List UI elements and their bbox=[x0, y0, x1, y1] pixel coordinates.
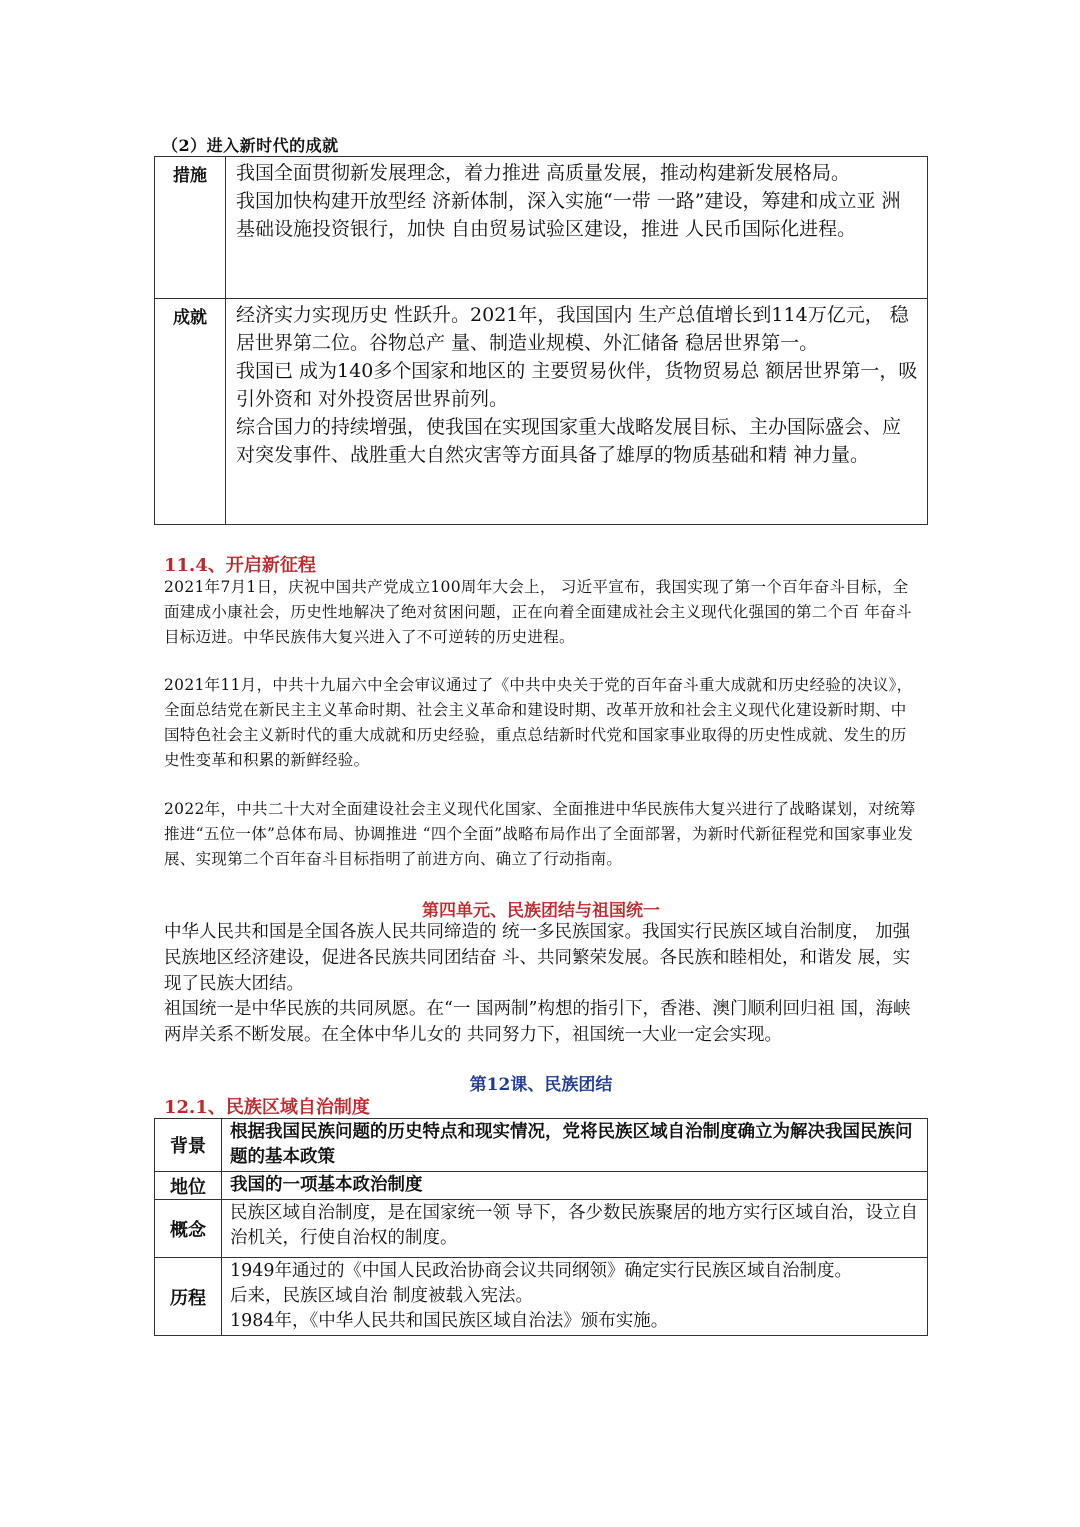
lesson-heading: 第12课、民族团结 bbox=[469, 1075, 613, 1095]
content-line: 我国加快构建开放型经 济新体制，深入实施“一带 一路”建设，筹建和成立亚 洲基础设施投资银行，加快 自由贸易试验区建设，推进 人民币国际化进程。 bbox=[236, 190, 901, 240]
row-label: 成就 bbox=[155, 299, 226, 525]
table-row bbox=[155, 1258, 928, 1336]
row-label: 背景 bbox=[155, 1119, 222, 1172]
table-row bbox=[155, 1172, 928, 1200]
section-heading: 12.1、民族区域自治制度 bbox=[164, 1097, 370, 1118]
paragraph: 2021年11月，中共十九届六中全会审议通过了《中共中央关于党的百年奋斗重大成就和历史经验的决议》，全面总结党在新民主主义革命时期、社会主义革命和建设时期、改革开放和社会主义现代化建设新时期、中国特色社会主义新时代的重大成就和历史经验，重点总结新时代党和国家事业取得的历史性成就、发生的历史性变革和积累的新鲜经验。 bbox=[164, 676, 913, 769]
row-label: 历程 bbox=[155, 1258, 222, 1336]
content-line: 民族区域自治制度，是在国家统一领 导下，各少数民族聚居的地方实行区域自治，设立自治机关，行使自治权的制度。 bbox=[230, 1203, 919, 1248]
unit-heading: 第四单元、民族团结与祖国统一 bbox=[422, 901, 660, 921]
row-content bbox=[222, 1172, 928, 1200]
content-line: 后来，民族区域自治 制度被载入宪法。 bbox=[230, 1286, 534, 1306]
row-content bbox=[226, 299, 928, 525]
achievements-table bbox=[154, 156, 928, 525]
content-line: 1984年，《中华人民共和国民族区域自治法》颁布实施。 bbox=[230, 1311, 669, 1331]
row-content bbox=[222, 1200, 928, 1258]
content-line: 我国的一项基本政治制度 bbox=[230, 1175, 423, 1195]
row-content bbox=[222, 1258, 928, 1336]
paragraph: 祖国统一是中华民族的共同夙愿。在“一 国两制”构想的指引下，香港、澳门顺利回归祖 国，海峡两岸关系不断发展。在全体中华儿女的 共同努力下，祖国统一大业一定会实现。 bbox=[164, 999, 911, 1045]
section-heading: （2）进入新时代的成就 bbox=[162, 136, 339, 155]
row-label: 地位 bbox=[155, 1172, 222, 1200]
row-content bbox=[222, 1119, 928, 1172]
row-label: 措施 bbox=[155, 157, 226, 299]
content-line: 1949年通过的《中国人民政治协商会议共同纲领》确定实行民族区域自治制度。 bbox=[230, 1261, 853, 1281]
content-line: 综合国力的持续增强，使我国在实现国家重大战略发展目标、主办国际盛会、应对突发事件、战胜重大自然灾害等方面具备了雄厚的物质基础和精 神力量。 bbox=[236, 416, 902, 466]
table-row bbox=[155, 1200, 928, 1258]
content-line: 经济实力实现历史 性跃升。2021年，我国国内 生产总值增长到114万亿元， 稳居世界第二位。谷物总产 量、制造业规模、外汇储备 稳居世界第一。 bbox=[236, 304, 909, 354]
paragraph: 2022年，中共二十大对全面建设社会主义现代化国家、全面推进中华民族伟大复兴进行了战略谋划，对统筹推进“五位一体”总体布局、协调推进 “四个全面”战略布局作出了全面部署，为新时代新征程党和国家事业发展、实现第二个百年奋斗目标指明了前进方向、确立了行动指南。 bbox=[164, 800, 916, 868]
row-content bbox=[226, 157, 928, 299]
content-line: 我国已 成为140多个国家和地区的 主要贸易伙伴，货物贸易总 额居世界第一，吸引外资和 对外投资居世界前列。 bbox=[236, 360, 918, 410]
row-label: 概念 bbox=[155, 1200, 222, 1258]
content-line: 我国全面贯彻新发展理念，着力推进 高质量发展，推动构建新发展格局。 bbox=[236, 162, 851, 184]
table-row bbox=[155, 1119, 928, 1172]
content-line: 根据我国民族问题的历史特点和现实情况，党将民族区域自治制度确立为解决我国民族问题的基本政策 bbox=[230, 1122, 913, 1167]
section-heading: 11.4、开启新征程 bbox=[164, 555, 316, 576]
paragraph: 中华人民共和国是全国各族人民共同缔造的 统一多民族国家。我国实行民族区域自治制度， 加强民族地区经济建设，促进各民族共同团结奋 斗、共同繁荣发展。各民族和睦相处，和谐发 展，实现了民族大团结。 bbox=[164, 922, 911, 994]
autonomy-table bbox=[154, 1118, 928, 1336]
table-row bbox=[155, 299, 928, 525]
table-row bbox=[155, 157, 928, 299]
paragraph: 2021年7月1日，庆祝中国共产党成立100周年大会上， 习近平宣布，我国实现了第一个百年奋斗目标，全面建成小康社会，历史性地解决了绝对贫困问题，正在向着全面建成社会主义现代化强国的第二个百 年奋斗目标迈进。中华民族伟大复兴进入了不可逆转的历史进程。 bbox=[164, 578, 912, 646]
